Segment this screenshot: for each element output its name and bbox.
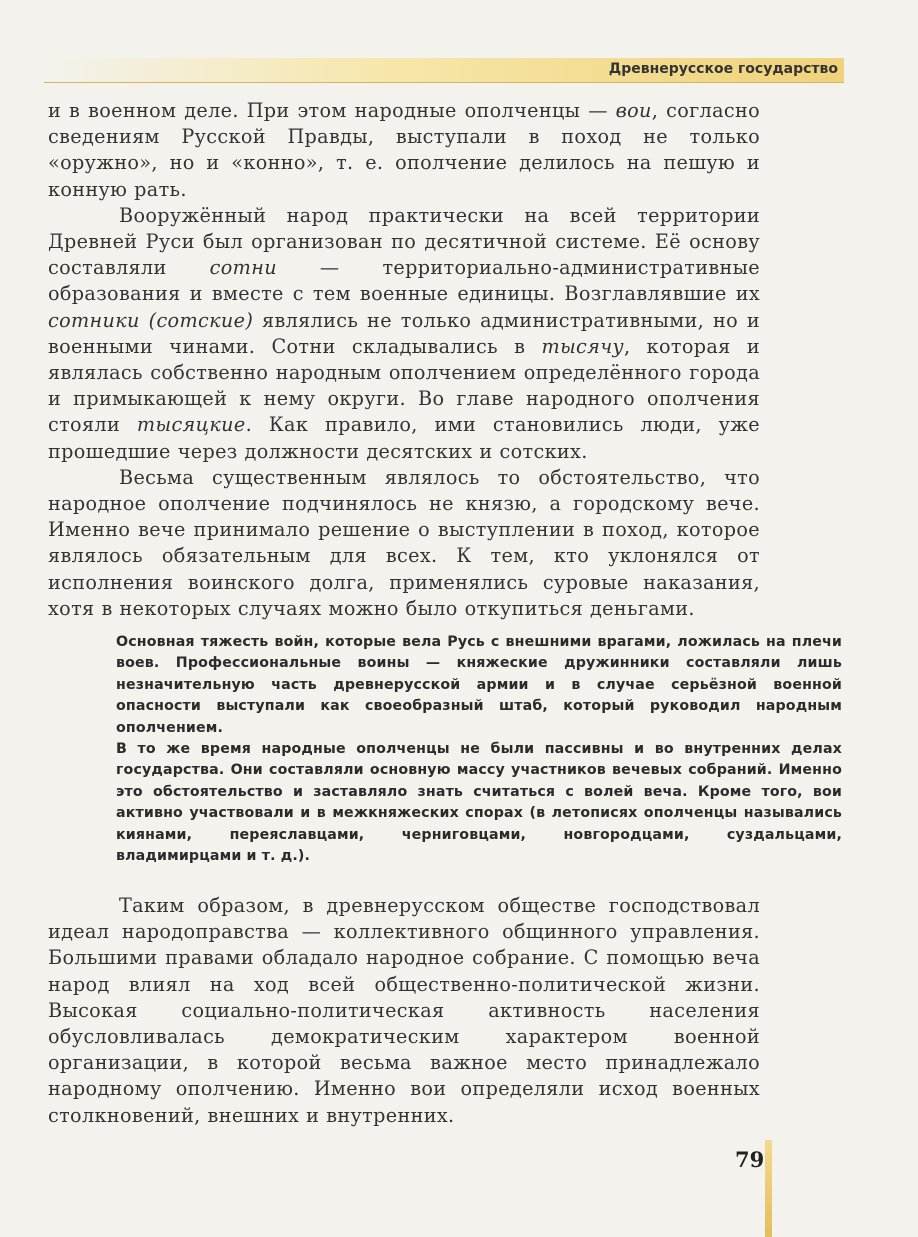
page-number: 79 (735, 1147, 765, 1172)
text-run: , согласно сведениям Русской Правды, выступали в поход не только «оружно», но и «конно», т. е. ополчение делилось на пешую и конную рать. (48, 99, 761, 201)
paragraph-3: Весьма существенным являлось то обстоятельство, что народное ополчение подчинялось не князю, а городскому вече. Именно вече принимало решение о выступлении в поход, которое являлось обязательным для всех. К тем, кто уклонялся от исполнения воинского долга, применялись суровые наказания, хотя в некоторых случаях можно было откупиться деньгами. (48, 465, 760, 620)
text-run: , которая и являлась собственно народным ополчением определённого города и примыкающей к нему округи. Во главе народного ополчения стояли (48, 334, 760, 437)
italic-term: тысяцкие (136, 413, 246, 437)
running-header-title: Древнерусское государство (608, 61, 838, 77)
page-edge-tab (765, 1140, 772, 1237)
box-paragraph-2: В то же время народные ополченцы не были пассивны и во внутренних делах государства. Они составляли основную массу участников вечевых собраний. Именно это обстоятельство и заставляло знать считаться с волей веча. Кроме того, вои активно участвовали и в межкняжеских спорах (в летописях ополченцы назывались киянами, переяславцами, черниговцами, новгородцами, суздальцами, владимирцами и т. д.). (116, 741, 842, 865)
text-run: . Как правило, ими становились люди, уже прошедшие через должности десятских и сотских. (48, 413, 760, 463)
paragraph-conclusion: Таким образом, в древнерусском обществе господствовал идеал народоправства — коллективного общинного управления. Большими правами обладало народное собрание. С помощью веча народ влиял на ход всей общественно-политической жизни. Высокая социально-политическая активность населения обусловливалась демократическим характером военной организации, в которой весьма важное место принадлежало народному ополчению. Именно вои определяли исход военных столкновений, внешних и внутренних. (48, 894, 760, 1127)
paragraph-1 (48, 98, 760, 203)
paragraph-2 (48, 203, 760, 465)
italic-term: тысячу (541, 334, 624, 358)
running-header (44, 58, 844, 83)
text-run: и в военном деле. При этом народные ополченцы — (48, 99, 616, 122)
conclusion-text (48, 893, 760, 1129)
text-run: Вооружённый народ практически на всей территории Древней Руси был организован по десятичной системе. Её основу составляли (48, 203, 760, 280)
box-paragraph-1: Основная тяжесть войн, которые вела Русь с внешними врагами, ложилась на плечи воев. Профессиональные воины — княжеские дружинники составляли лишь незначительную часть древнерусской армии и в случае серьёзной военной опасности выступали как своеобразный штаб, который руководил народным ополчением. (116, 634, 842, 736)
italic-term: сотни (209, 256, 277, 280)
italic-term: сотники (сотские) (48, 308, 254, 332)
main-text (48, 98, 760, 622)
italic-term: вои (615, 99, 652, 122)
text-run: — территориально-административные образования и вместе с тем военные единицы. Возглавлявшие их (48, 256, 760, 306)
highlight-box (116, 632, 842, 867)
text-run: являлись не только административными, но и военными чинами. Сотни складывались в (48, 308, 760, 358)
